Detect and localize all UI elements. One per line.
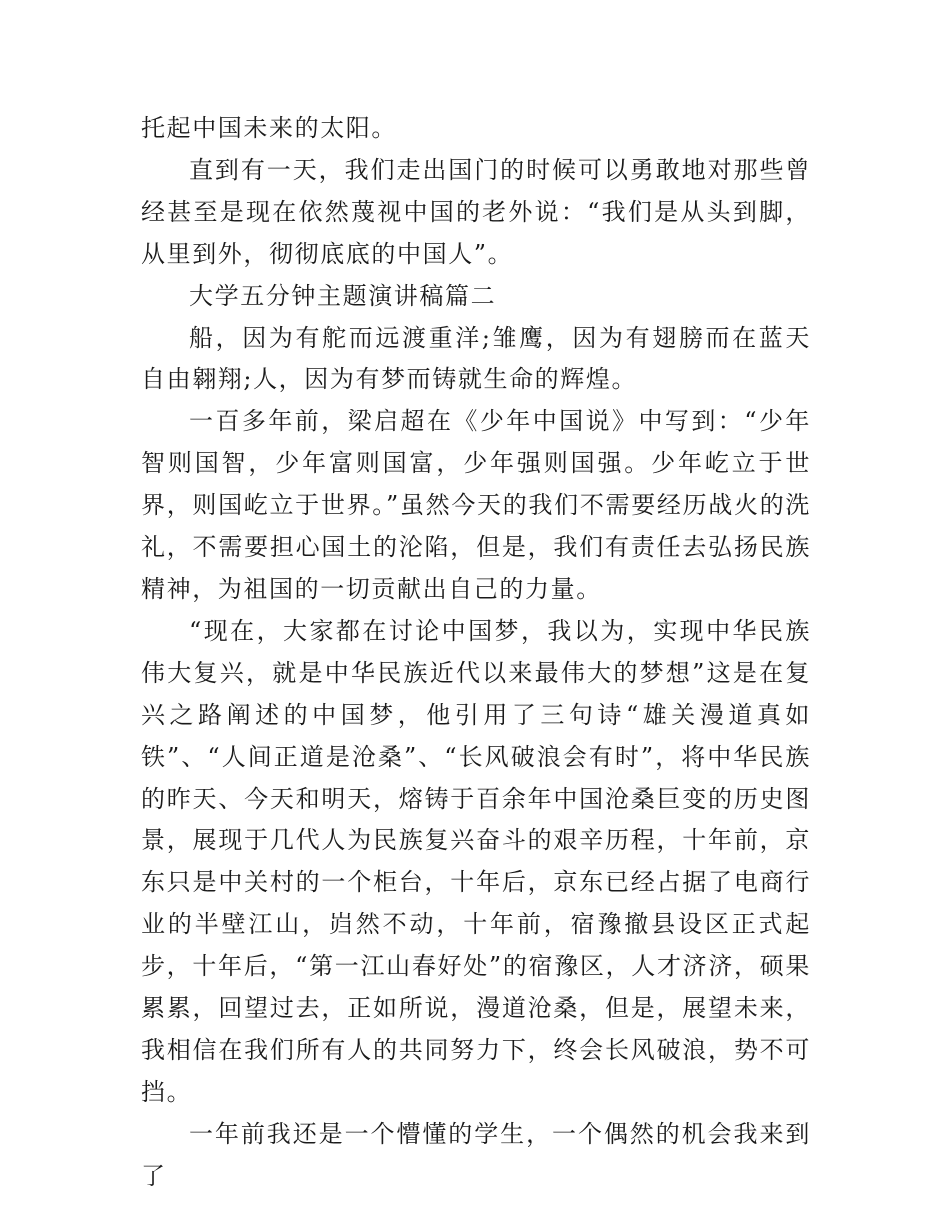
paragraph-continuation: 托起中国未来的太阳。 [141, 114, 397, 142]
section-heading: 大学五分钟主题演讲稿篇二 [189, 281, 497, 310]
paragraph: 一百多年前，梁启超在《少年中国说》中写到：“少年智则国智，少年富则国富，少年强则国强。少年屹立于世界，则国屹立于世界。”虽然今天的我们不需要经历战火的洗礼，不需要担心国土的沦陷，但是，我们有责任去弘扬民族精神，为祖国的一切贡献出自己的力量。 [141, 407, 811, 603]
paragraph: “现在，大家都在讨论中国梦，我以为，实现中华民族伟大复兴，就是中华民族近代以来最伟大的梦想”这是在复兴之路阐述的中国梦，他引用了三句诗“雄关漫道真如铁”、“人间正道是沧桑”、“长风破浪会有时”，将中华民族的昨天、今天和明天，熔铸于百余年中国沧桑巨变的历史图景，展现于几代人为民族复兴奋斗的艰辛历程，十年前，京东只是中关村的一个柜台，十年后，京东已经占据了电商行业的半壁江山，岿然不动，十年前，宿豫撤县设区正式起步，十年后，“第一江山春好处”的宿豫区，人才济济，硕果累累，回望过去，正如所说，漫道沧桑，但是，展望未来，我相信在我们所有人的共同努力下，终会长风破浪，势不可挡。 [141, 616, 811, 1106]
paragraph: 船，因为有舵而远渡重洋;雏鹰，因为有翅膀而在蓝天自由翱翔;人，因为有梦而铸就生命的辉煌。 [141, 323, 811, 394]
paragraph: 一年前我还是一个懵懂的学生，一个偶然的机会我来到了 [141, 1119, 811, 1190]
paragraph: 直到有一天，我们走出国门的时候可以勇敢地对那些曾经甚至是现在依然蔑视中国的老外说：“我们是从头到脚，从里到外，彻彻底底的中国人”。 [141, 155, 811, 268]
document-page [141, 108, 811, 1198]
